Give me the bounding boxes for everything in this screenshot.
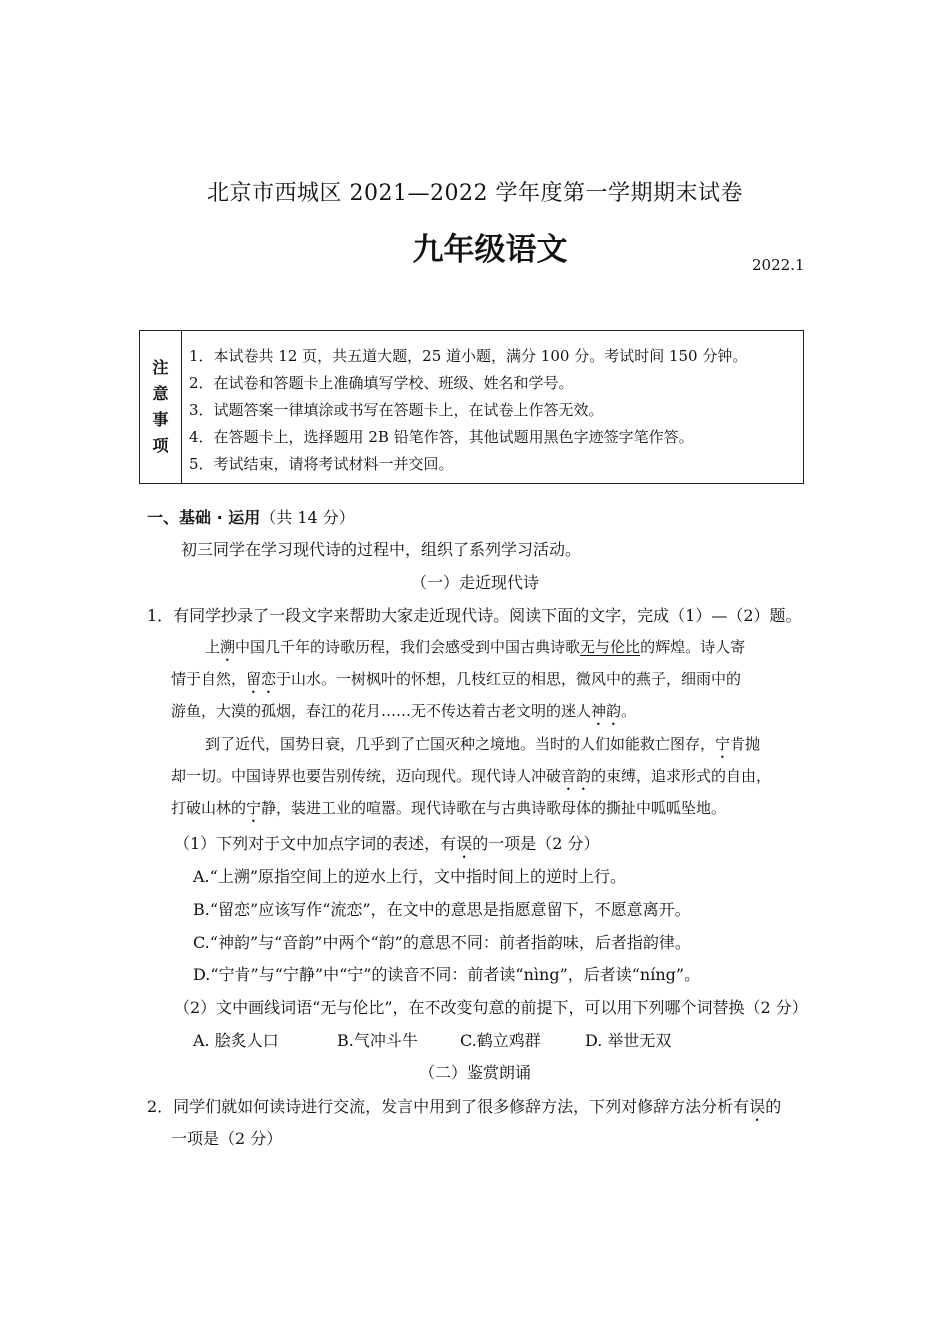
part1-title: （一）走近现代诗 [410, 573, 539, 592]
notice-label [140, 331, 182, 483]
part2-title: （二）鉴赏朗诵 [418, 1063, 531, 1082]
dotted-word: 留恋 [246, 670, 277, 688]
text-run: 的一项是（2 分） [472, 834, 600, 853]
option-d: D.“宁肯”与“宁静”中“宁”的读音不同：前者读“nìng”，后者读“níng”。 [193, 965, 701, 984]
dotted-word: 宁 [246, 799, 262, 817]
option-b: B.气冲斗牛 [337, 1031, 418, 1050]
notice-item: 3．试题答案一律填涂或书写在答题卡上，在试卷上作答无效。 [189, 401, 604, 419]
text-run: 的辉煌。诗人寄 [640, 638, 746, 656]
question-1-stem: 1．有同学抄录了一段文字来帮助大家走近现代诗。阅读下面的文字，完成（1）—（2）题。 [147, 606, 802, 625]
question-2-stem [147, 1094, 781, 1125]
notice-label-char: 注 [152, 358, 169, 377]
option-c: C.鹤立鸡群 [460, 1031, 541, 1050]
passage-line [171, 797, 726, 826]
notice-box [139, 330, 804, 484]
passage-line [205, 636, 745, 665]
notice-items [189, 343, 747, 478]
subquestion-2-stem: （2）文中画线词语“无与伦比”，在不改变句意的前提下，可以用下列哪个词替换（2 分） [174, 998, 808, 1017]
text-run: 的 [765, 1097, 782, 1116]
text-run: 静，装进工业的喧嚣。现代诗歌在与古典诗歌母体的撕扯中呱呱坠地。 [261, 799, 727, 817]
notice-label-char: 项 [152, 436, 169, 455]
text-run: 情于自然， [171, 670, 247, 688]
section-intro: 初三同学在学习现代诗的过程中，组织了系列学习活动。 [181, 540, 582, 559]
subquestion-1-stem [174, 831, 599, 862]
subject-title: 九年级语文 [412, 232, 568, 268]
text-run: 却一切。中国诗界也要告别传统，迈向现代。现代诗人冲破 [171, 767, 562, 785]
option-d: D. 举世无双 [585, 1031, 672, 1050]
text-run: 于山水。一树枫叶的怀想，几枝红豆的相思，微风中的燕子，细雨中的 [276, 670, 742, 688]
section-heading-title: 一、基础 · 运用 [147, 508, 261, 527]
text-run: 中国几千年的诗歌历程，我们会感受到中国古典诗歌 [235, 638, 581, 656]
notice-item: 5．考试结束，请将考试材料一并交回。 [189, 455, 454, 473]
passage-line [205, 733, 760, 762]
passage-line [171, 765, 771, 794]
dotted-word: 溯 [220, 638, 236, 656]
dotted-word: 神韵 [591, 702, 622, 720]
notice-label-char: 意 [152, 384, 169, 403]
question-2-stem-cont: 一项是（2 分） [171, 1129, 283, 1148]
text-run: 游鱼，大漠的孤烟，春江的花月……无不传达着古老文明的迷人 [171, 702, 592, 720]
text-run: 的束缚，追求形式的自由， [591, 767, 772, 785]
text-run: 打破山林的 [171, 799, 247, 817]
exam-date: 2022.1 [752, 256, 805, 274]
text-run: 到了近代，国势日衰，几乎到了亡国灭种之境地。当时的人们如能救亡图存， [205, 735, 716, 753]
dotted-word: 误 [749, 1097, 766, 1116]
text-run: 。 [621, 702, 637, 720]
option-a: A. 脍炙人口 [193, 1031, 279, 1050]
text-run: 肯抛 [730, 735, 761, 753]
option-b: B.“留恋”应该写作“流恋”，在文中的意思是指愿意留下，不愿意离开。 [193, 900, 691, 919]
notice-label-char: 事 [152, 410, 169, 429]
text-run: 上 [205, 638, 221, 656]
exam-title: 北京市西城区 2021—2022 学年度第一学期期末试卷 [207, 181, 743, 206]
text-run: （1）下列对于文中加点字词的表述，有 [174, 834, 457, 853]
dotted-word: 误 [456, 834, 473, 853]
dotted-word: 宁 [715, 735, 731, 753]
notice-item: 1．本试卷共 12 页，共五道大题，25 道小题，满分 100 分。考试时间 150 分钟。 [189, 347, 748, 365]
passage-line [171, 668, 741, 697]
section-heading-score: （共 14 分） [260, 508, 355, 527]
notice-item: 4．在答题卡上，选择题用 2B 铅笔作答，其他试题用黑色字迹签字笔作答。 [189, 428, 694, 446]
option-a: A.“上溯”原指空间上的逆水上行，文中指时间上的逆时上行。 [193, 867, 627, 886]
underlined-word: 无与伦比 [580, 638, 641, 656]
passage-line [171, 700, 636, 729]
section-heading [147, 505, 355, 528]
text-run: 2．同学们就如何读诗进行交流，发言中用到了很多修辞方法，下列对修辞方法分析有 [147, 1097, 750, 1116]
notice-item: 2．在试卷和答题卡上准确填写学校、班级、姓名和学号。 [189, 374, 574, 392]
dotted-word: 音韵 [561, 767, 592, 785]
option-c: C.“神韵”与“音韵”中两个“韵”的意思不同：前者指韵味，后者指韵律。 [193, 933, 691, 952]
